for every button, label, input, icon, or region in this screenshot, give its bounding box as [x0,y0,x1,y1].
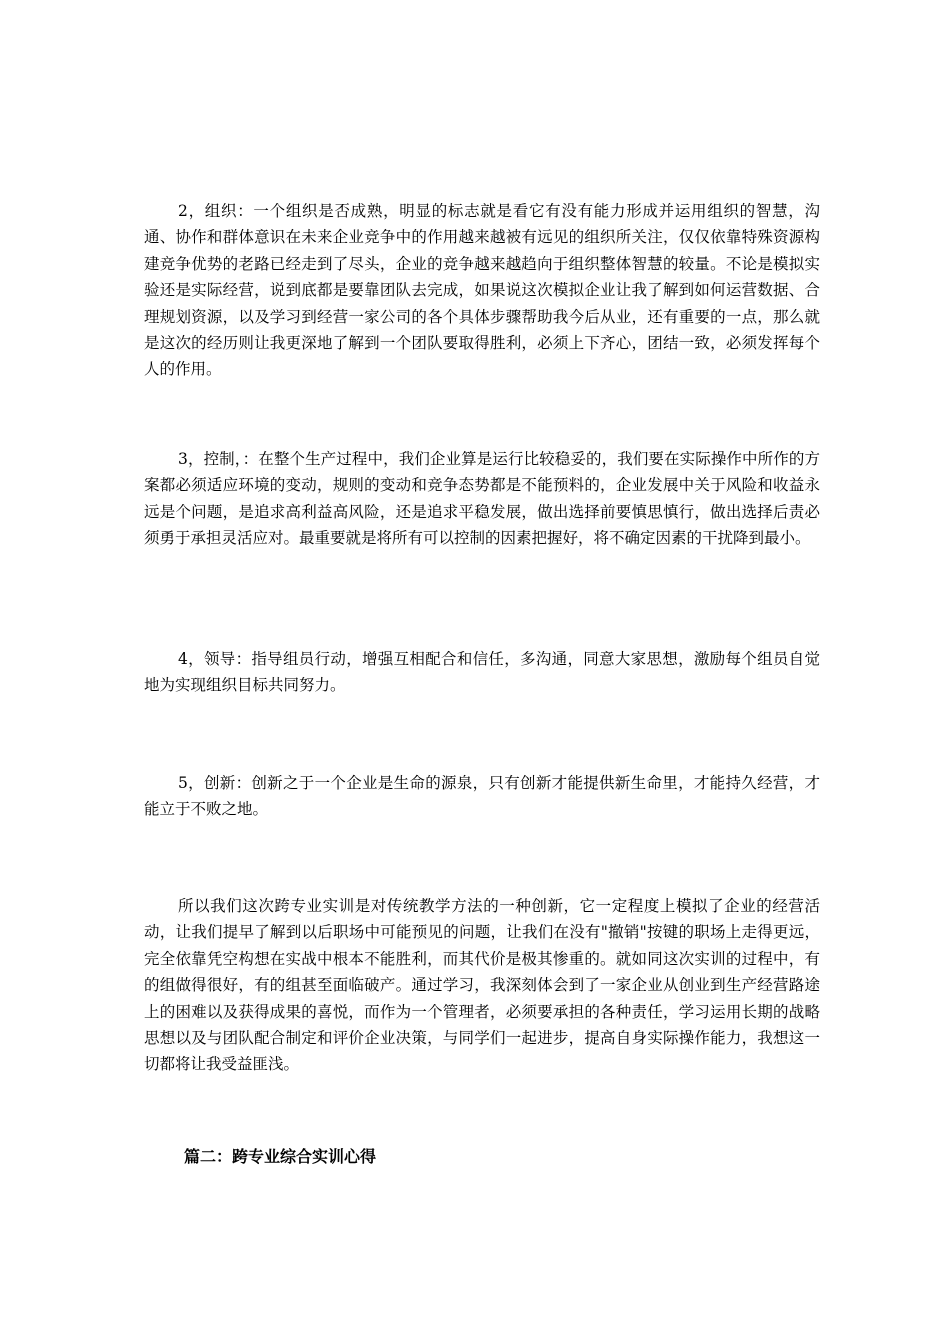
paragraph-control: 3，控制，：在整个生产过程中，我们企业算是运行比较稳妥的，我们要在实际操作中所作的方案都必须适应环境的变动，规则的变动和竞争态势都是不能预料的，企业发展中关于风险和收益永远是个问题，是追求高利益高风险，还是追求平稳发展，做出选择前要慎思慎行，做出选择后责必须勇于承担灵活应对。最重要就是将所有可以控制的因素把握好，将不确定因素的干扰降到最小。 [144,450,820,548]
paragraph-organization: 2，组织：一个组织是否成熟，明显的标志就是看它有没有能力形成并运用组织的智慧，沟通、协作和群体意识在未来企业竞争中的作用越来越被有远见的组织所关注，仅仅依靠特殊资源构建竞争优势的老路已经走到了尽头，企业的竞争越来越趋向于组织整体智慧的较量。不论是模拟实验还是实际经营，说到底都是要靠团队去完成，如果说这次模拟企业让我了解到如何运营数据、合理规划资源，以及学习到经营一家公司的各个具体步骤帮助我今后从业，还有重要的一点，那么就是这次的经历则让我更深地了解到一个团队要取得胜利，必须上下齐心，团结一致，必须发挥每个人的作用。 [144,202,820,379]
paragraph-leadership: 4，领导：指导组员行动，增强互相配合和信任，多沟通，同意大家思想，激励每个组员自觉地为实现组织目标共同努力。 [144,650,820,695]
paragraph-innovation: 5，创新：创新之于一个企业是生命的源泉，只有创新才能提供新生命里，才能持久经营，才能立于不败之地。 [144,774,820,819]
paragraph-conclusion: 所以我们这次跨专业实训是对传统教学方法的一种创新，它一定程度上模拟了企业的经营活动，让我们提早了解到以后职场中可能预见的问题，让我们在没有"撤销"按键的职场上走得更远，完全依靠凭空构想在实战中根本不能胜利，而其代价是极其惨重的。就如同这次实训的过程中，有的组做得很好，有的组甚至面临破产。通过学习，我深刻体会到了一家企业从创业到生产经营路途上的困难以及获得成果的喜悦，而作为一个管理者，必须要承担的各种责任，学习运用长期的战略思想以及与团队配合制定和评价企业决策，与同学们一起进步，提高自身实际操作能力，我想这一切都将让我受益匪浅。 [144,897,820,1074]
section-heading: 篇二：跨专业综合实训心得 [184,1147,377,1166]
